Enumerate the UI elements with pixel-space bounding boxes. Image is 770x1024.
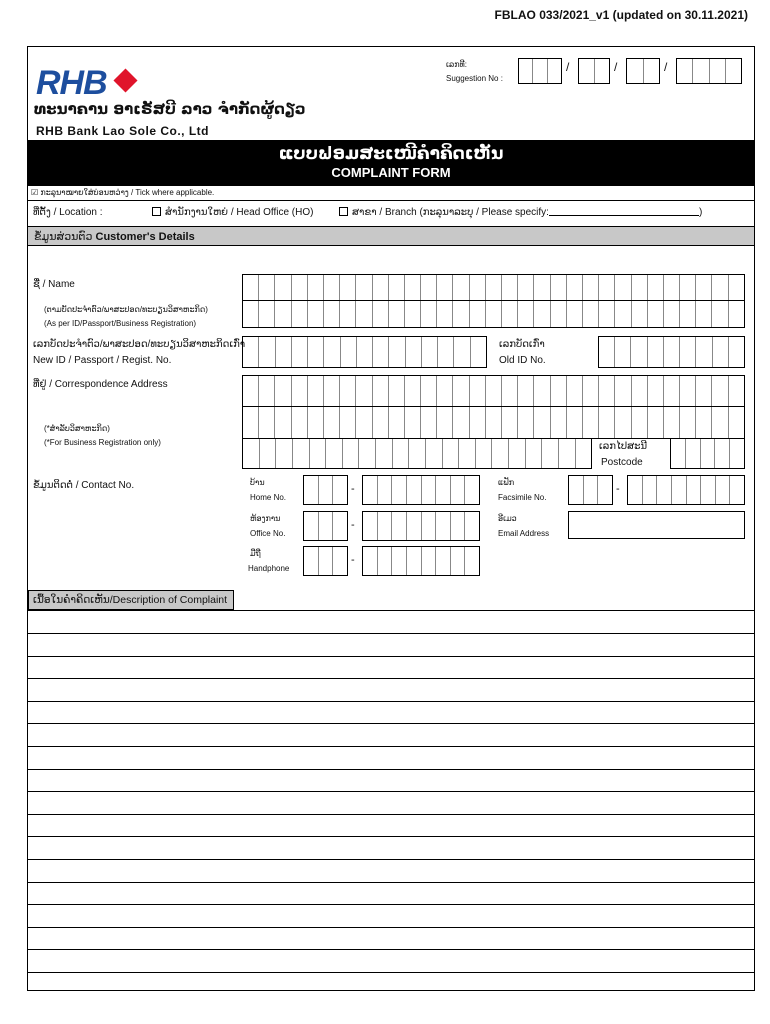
office-no-label-en: Office No.	[250, 529, 286, 538]
description-line[interactable]	[27, 904, 755, 905]
suggestion-label-en: Suggestion No :	[446, 74, 503, 83]
description-line[interactable]	[27, 746, 755, 747]
description-top-line	[27, 610, 755, 611]
customer-details-header	[28, 226, 754, 246]
suggestion-no-boxes-4[interactable]	[676, 58, 742, 84]
fax-dash: -	[616, 483, 620, 495]
suggestion-no-boxes-2[interactable]	[578, 58, 610, 84]
old-id-label-lao: ເລກບັດເກົ່າ	[499, 339, 545, 350]
head-office-option[interactable]	[152, 207, 313, 218]
suggestion-no-boxes-3[interactable]	[626, 58, 660, 84]
description-line[interactable]	[27, 927, 755, 928]
form-title-en: COMPLAINT FORM	[331, 165, 451, 180]
suggestion-slash-2: /	[614, 60, 618, 74]
office-no-area-boxes[interactable]	[303, 511, 348, 541]
branch-close-paren: )	[698, 207, 703, 218]
name-note-lao: (ຕາມບັດປະຈຳຕົວ/ພາສະປອດ/ທະບຽນວິສາຫະກິດ)	[44, 305, 208, 314]
customer-details-en: Customer's Details	[95, 231, 195, 243]
description-tab: ເນື້ອໃນຄຳຄິດເຫັນ/Description of Complaint	[28, 590, 234, 610]
description-line[interactable]	[27, 678, 755, 679]
description-line[interactable]	[27, 791, 755, 792]
contact-label: ຂໍ້ມູນຕິດຕໍ່ / Contact No.	[33, 480, 135, 491]
description-line[interactable]	[27, 723, 755, 724]
tick-note: ☑ ກະລຸນາໝາຍໃສ່ບ່ອນຫວ່າງ / Tick where applicable.	[31, 188, 215, 197]
head-office-label: ສຳນັກງານໃຫຍ່ / Head Office (HO)	[165, 207, 314, 218]
office-no-dash: -	[351, 519, 355, 531]
description-line[interactable]	[27, 859, 755, 860]
new-id-label-en: New ID / Passport / Regist. No.	[33, 355, 172, 366]
home-no-label-en: Home No.	[250, 493, 287, 502]
branch-option[interactable]	[339, 207, 702, 218]
fax-label-en: Facsimile No.	[498, 493, 547, 502]
email-field[interactable]	[568, 511, 745, 539]
home-no-boxes[interactable]	[362, 475, 480, 505]
bank-name-en: RHB Bank Lao Sole Co., Ltd	[36, 124, 210, 138]
divider	[27, 200, 755, 201]
fax-boxes[interactable]	[627, 475, 745, 505]
description-line[interactable]	[27, 769, 755, 770]
description-line[interactable]	[27, 656, 755, 657]
branch-specify-field[interactable]	[549, 207, 699, 216]
new-id-label-lao: ເລກບັດປະຈຳຕົວ/ພາສະປອດ/ທະບຽນວິສາຫະກິດເກົ່າ	[33, 339, 246, 350]
handphone-label-en: Handphone	[248, 564, 290, 573]
rhb-logo	[36, 64, 134, 103]
branch-label: ສາຂາ / Branch (ກະລຸນາລະບຸ / Please specify:	[352, 207, 549, 218]
old-id-label-en: Old ID No.	[499, 355, 546, 366]
handphone-boxes[interactable]	[362, 546, 480, 576]
description-line[interactable]	[27, 836, 755, 837]
business-note-lao: (*ສຳລັບວິສາຫະກິດ)	[44, 424, 110, 433]
home-no-dash: -	[351, 483, 355, 495]
suggestion-slash-3: /	[664, 60, 668, 74]
handphone-label-lao: ມືຖື	[250, 549, 261, 558]
fax-label-lao: ແຟັກ	[498, 478, 515, 487]
description-line[interactable]	[27, 701, 755, 702]
description-line[interactable]	[27, 633, 755, 634]
address-boxes-row3[interactable]	[242, 439, 592, 469]
name-boxes-row2[interactable]	[242, 301, 745, 328]
customer-details-lao: ຂໍ້ມູນສ່ວນຕົວ	[34, 230, 93, 243]
name-label: ຊື່ / Name	[33, 279, 75, 290]
bank-name-lao: ທະນາຄານ ອາເຣັສບີ ລາວ ຈຳກັດຜູ້ດຽວ	[34, 100, 306, 118]
location-label: ທີ່ຕັ້ງ / Location :	[33, 207, 103, 218]
document-reference: FBLAO 033/2021_v1 (updated on 30.11.2021)	[494, 8, 748, 22]
postcode-boxes[interactable]	[670, 439, 745, 469]
postcode-label-lao: ເລກໄປສະນີ	[599, 441, 648, 452]
new-id-boxes[interactable]	[242, 336, 487, 368]
form-title-lao: ແບບຟອມສະເໜີຄຳຄິດເຫັນ	[278, 144, 504, 164]
business-note-en: (*For Business Registration only)	[44, 438, 161, 447]
suggestion-no-boxes-1[interactable]	[518, 58, 562, 84]
postcode-label-en: Postcode	[601, 457, 643, 468]
home-no-label-lao: ບ້ານ	[250, 478, 265, 487]
form-title-bar	[28, 140, 754, 186]
logo-text: RHB	[36, 64, 107, 102]
office-no-label-lao: ຫ້ອງການ	[250, 514, 281, 523]
description-line[interactable]	[27, 882, 755, 883]
address-label: ທີ່ຢູ່ / Correspondence Address	[33, 379, 168, 390]
name-boxes-row1[interactable]	[242, 274, 745, 301]
email-label-lao: ອີເມວ	[498, 514, 517, 523]
name-note-en: (As per ID/Passport/Business Registration)	[44, 319, 197, 328]
head-office-checkbox[interactable]	[152, 207, 161, 216]
suggestion-label-lao: ເລກທີ:	[446, 60, 468, 69]
address-boxes-row1[interactable]	[242, 375, 745, 407]
address-boxes-row2[interactable]	[242, 407, 745, 439]
suggestion-slash-1: /	[566, 60, 570, 74]
fax-area-boxes[interactable]	[568, 475, 613, 505]
email-label-en: Email Address	[498, 529, 550, 538]
logo-diamond-icon	[114, 68, 138, 92]
description-line[interactable]	[27, 949, 755, 950]
office-no-boxes[interactable]	[362, 511, 480, 541]
description-line[interactable]	[27, 972, 755, 973]
old-id-boxes[interactable]	[598, 336, 745, 368]
handphone-area-boxes[interactable]	[303, 546, 348, 576]
home-no-area-boxes[interactable]	[303, 475, 348, 505]
branch-checkbox[interactable]	[339, 207, 348, 216]
description-line[interactable]	[27, 814, 755, 815]
handphone-dash: -	[351, 554, 355, 566]
